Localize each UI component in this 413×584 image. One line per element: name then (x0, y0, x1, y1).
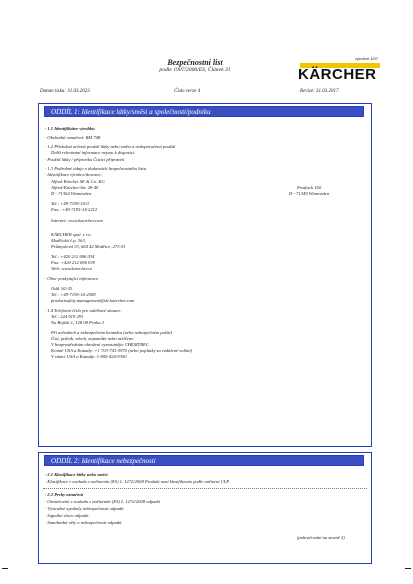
s1-line: Ústí, průtok, vdech, nepomůže nebo nelíčeno (51, 336, 134, 341)
s1-line: · Obchodní označení: RM 748 (45, 135, 101, 140)
s1-line: Internet: www.kaercher.com (51, 218, 103, 223)
s1-line: Tel.: +49-7195-14-2508 (51, 292, 96, 297)
s1-line: Tel.: +420 212 696 034 (51, 254, 95, 259)
section-2-box (38, 452, 372, 564)
section-2-header (39, 453, 371, 470)
logo-wordmark: KÄRCHER (298, 66, 377, 83)
s1-right-line: Postfach 160 (297, 185, 322, 190)
s1-line: · 1.3 Podrobné údaje o dodavateli bezpečnostního listu (45, 166, 147, 171)
s1-line: D - 71364 Winnenden (51, 191, 92, 196)
s1-line: Průmyslová 33, 664 42 Modřice, 273 03 (51, 244, 126, 249)
s1-line: · 1.4 Telefonní číslo pro naléhavé situace: (45, 308, 122, 313)
s2-line: · Označování v souladu s nařízením (ES) č. 1272/2008 odpadá (45, 499, 160, 504)
s1-right-line: D - 71349 Winnenden (289, 191, 330, 196)
s1-line: Alfred-Kärcher-Str. 28-40 (51, 185, 99, 190)
s1-line: · 1.2 Příslušná určená použití látky nebo směsi a nedoporučená použití (45, 144, 176, 149)
crop-mark (405, 568, 411, 575)
s2-line: · Signální slovo odpadá (45, 513, 89, 518)
section-1-box (38, 103, 372, 447)
s1-line: · Identifikace výrobce/dovozce: (45, 172, 103, 177)
s1-line: Další relevantní informace nejsou k dispozici. (51, 150, 136, 155)
version-number: Číslo verze 4 (174, 89, 201, 94)
regulation-reference: podle 1907/2006/ES, Článek 31 (159, 67, 231, 73)
s1-line: Při nehodách a nebezpečném kontaktu (nebo nebezpečném požití) (51, 330, 173, 335)
document-title: Bezpečnostní list (167, 58, 223, 67)
s1-line: Odd. SG-D (51, 286, 72, 291)
s1-line: Na Bojišti 1, 128 08 Praha 2 (51, 320, 104, 325)
revision-date: Revize: 31.03.2017 (300, 89, 339, 94)
s1-line: V bezprostředním ohrožení vyrozumějte CHEMTREC (51, 342, 149, 347)
s1-line: · 1.1 Identifikátor výrobku (45, 126, 95, 131)
s1-line: Tel.: +49-7195-14-0 (51, 201, 89, 206)
s1-line: Web: www.kaercher.cz (51, 266, 93, 271)
section-2-heading: ODDÍL 2: Identifikace nebezpečnosti (44, 455, 364, 466)
kaercher-logo (298, 56, 382, 84)
s2-line: · Výstražné symboly nebezpečnosti odpadá (45, 506, 124, 511)
s1-line: V rámci USA a Kanady: 1-800-424-9300 (51, 354, 127, 359)
s1-line: KÄRCHER spol. s r.o. (51, 232, 92, 237)
continued-note: (pokračování na straně 2) (297, 535, 345, 540)
section-1-header (39, 104, 371, 121)
crop-mark (2, 568, 8, 575)
s1-line: Tel.: 224 919 293 (51, 314, 84, 319)
s1-line: productsafety.management@de.kaercher.com (51, 298, 135, 303)
s1-line: Kromě USA a Kanady: +1 703-741-5970 (nebo poplatky za vzdálené volání) (51, 348, 193, 353)
s1-line: · Použití látky / přípravku Čisticí přípravek (45, 157, 125, 162)
s1-line: Fax.: +49-7195-14-2212 (51, 207, 98, 212)
s2-divider (43, 488, 367, 489)
s2-line: · Klasifikace v souladu s nařízením (ES) č. 1272/2008 Produkt není klasifikován podle nařízení CLP. (45, 479, 230, 484)
logo-tagline: výrobce 1/07 (355, 56, 378, 61)
s2-line: · Standardní věty o nebezpečnosti odpadá (45, 520, 122, 525)
section-1-heading: ODDÍL 1: Identifikace látky/směsi a společnosti/podniku (44, 106, 364, 117)
s1-line: Alfred Kärcher SE & Co. KG (51, 179, 105, 184)
s1-line: Modřická č.p. 363, (51, 238, 86, 243)
s2-line: · 2.1 Klasifikace látky nebo směsi (45, 472, 108, 477)
s1-line: Fax: +420 212 696 039 (51, 260, 95, 265)
s2-line: · 2.2 Prvky označení (45, 492, 84, 497)
s1-line: · Obor poskytující informace: (45, 276, 100, 281)
print-date: Datum tisku: 31.03.2023 (40, 89, 90, 94)
